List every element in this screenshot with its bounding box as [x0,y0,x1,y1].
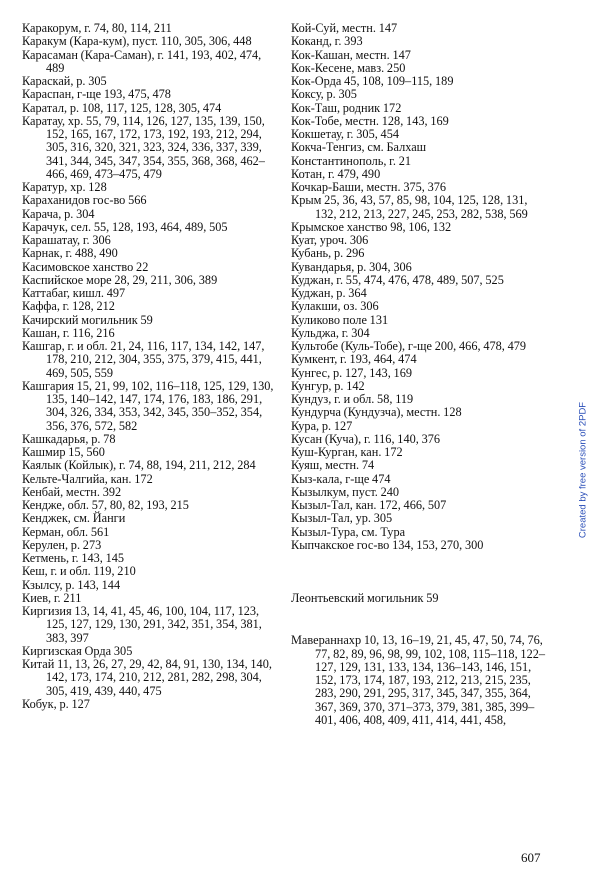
page-number: 607 [521,850,541,865]
index-entry: Куяш, местн. 74 [291,458,375,473]
index-entry: Каттабаг, кишл. 497 [22,286,126,300]
index-entry: Каракорум, г. 74, 80, 114, 211 [22,21,172,35]
index-group-l [291,592,549,605]
index-entry: Кок-Тобе, местн. 128, 143, 169 [291,113,449,128]
index-entry: Керман, обл. 561 [22,524,110,539]
index-entry: Котан, г. 479, 490 [291,166,381,181]
index-entry: Касимовское ханство 22 [22,259,149,274]
index-entry: Киев, г. 211 [22,590,82,605]
index-entry: Кунгур, р. 142 [291,378,365,393]
index-entry: Каракум (Кара-кум), пуст. 110, 305, 306, 448 [22,34,252,49]
index-entry: Куат, уроч. 306 [291,233,369,247]
index-entry: Мавераннахр 10, 13, 16–19, 21, 45, 47, 50, 74, 76, 77, 82, 89, 96, 98, 99, 102, 108, 115–118, 122–127, 129, 131, 133, 134, 136–143, 146, 151, 152, 173, 174, 187, 193, 212, 213, 215, 235, 283, 290, 291, 295, 317, 345, 347, 355, 364, 367, 369, 370, 371–373, 379, 381, 385, 399–401, 406, 408, 409, 411, 414, 441, 458, [291,633,546,727]
index-entry: Кобук, р. 127 [22,696,90,711]
index-entry: Кусан (Куча), г. 116, 140, 376 [291,431,441,446]
index-entry: Куджан, г. 55, 474, 476, 478, 489, 507, 525 [291,272,504,287]
index-group-m [291,634,549,727]
index-entry: Кундурча (Кундузча), местн. 128 [291,405,462,420]
index-entry: Кувандарья, р. 304, 306 [291,259,412,274]
index-entry: Кой-Суй, местн. 147 [291,21,398,35]
watermark-text: Created by free version of 2PDF [577,401,589,539]
index-entry: Кызылкум, пуст. 240 [291,484,400,499]
index-entry: Коканд, г. 393 [291,34,363,49]
index-entry: Кызыл-Тал, ур. 305 [291,511,393,526]
index-entry: Коксу, р. 305 [291,87,357,102]
index-entry: Кашан, г. 116, 216 [22,325,115,340]
index-entry: Керулен, р. 273 [22,537,102,552]
index-entry: Карнак, г. 488, 490 [22,246,118,261]
index-entry: Куджан, р. 364 [291,286,367,300]
letter-gap [291,605,549,634]
index-entry: Кеш, г. и обл. 119, 210 [22,564,136,579]
index-entry: Каратур, хр. 128 [22,180,107,194]
index-entry: Культобе (Куль-Тобе), г-ще 200, 466, 478, 479 [291,339,527,353]
index-entry: Карача, р. 304 [22,206,95,221]
index-entry: Кульджа, г. 304 [291,325,370,340]
index-entry: Кундуз, г. и обл. 58, 119 [291,392,414,406]
index-entry: Киргизия 13, 14, 41, 45, 46, 100, 104, 117, 123, 125, 127, 129, 130, 291, 342, 351, 354, 381, 383, 397 [22,604,262,645]
index-entry: Кок-Кесене, мавз. 250 [291,60,406,75]
index-entry: Кашгар, г. и обл. 21, 24, 116, 117, 134, 142, 147, 178, 210, 212, 304, 355, 375, 379, 415, 441, 469, 505, 559 [22,339,265,380]
index-column-left [22,22,280,711]
index-entry: Кубань, р. 296 [291,246,365,261]
index-entry: Кендже, обл. 57, 80, 82, 193, 215 [22,498,189,512]
index-entry: Кетмень, г. 143, 145 [22,551,125,565]
index-entry: Константинополь, г. 21 [291,153,411,168]
index-entry: Кыз-кала, г-ще 474 [291,471,391,486]
index-entry: Кок-Орда 45, 108, 109–115, 189 [291,74,454,88]
index-entry: Кенбай, местн. 392 [22,484,122,499]
index-entry: Кызыл-Тал, кан. 172, 466, 507 [291,498,447,512]
index-entry: Кокча-Тенгиз, см. Балхаш [291,140,427,155]
index-entry: Леонтьевский могильник 59 [291,591,439,605]
index-entry: Карашатау, г. 306 [22,233,111,247]
index-entry: Кок-Таш, родник 172 [291,100,402,115]
index-entry: Караспан, г-ще 193, 475, 478 [22,87,171,102]
index-entry: Каратал, р. 108, 117, 125, 128, 305, 474 [22,100,222,115]
index-entry: Кок-Кашан, местн. 147 [291,47,411,62]
index-entry: Каффа, г. 128, 212 [22,299,115,314]
index-entry: Кызыл-Тура, см. Тура [291,524,406,539]
index-entry: Каспийское море 28, 29, 211, 306, 389 [22,272,218,287]
index-entry: Кокшетау, г. 305, 454 [291,127,400,141]
index-entry: Карачук, сел. 55, 128, 193, 464, 489, 505 [22,219,228,234]
index-entry: Куш-Курган, кан. 172 [291,445,403,459]
index-entry: Китай 11, 13, 26, 27, 29, 42, 84, 91, 130, 134, 140, 142, 173, 174, 210, 212, 281, 282, 298, 304, 305, 419, 439, 440, 475 [22,657,272,698]
index-entry: Кумкент, г. 193, 464, 474 [291,352,417,367]
index-entry: Кочкар-Баши, местн. 375, 376 [291,180,447,194]
index-entry: Кашгария 15, 21, 99, 102, 116–118, 125, 129, 130, 135, 140–142, 147, 174, 176, 183, 186, 291, 304, 326, 334, 353, 342, 345, 350–352, 354, 356, 376, 572, 582 [22,378,274,433]
index-entry: Кенджек, см. Йанги [22,511,126,526]
index-entry: Качирский могильник 59 [22,312,153,327]
index-entry: Кельте-Чалгийа, кан. 172 [22,471,153,486]
index-entry: Кашмир 15, 560 [22,445,105,459]
index-entry: Караскай, р. 305 [22,74,107,88]
index-entry: Кура, р. 127 [291,418,353,433]
index-entry: Крымское ханство 98, 106, 132 [291,219,452,234]
index-entry: Караханидов гос-во 566 [22,193,147,208]
index-column-right [291,22,549,727]
index-entry: Кулакши, оз. 306 [291,299,379,314]
index-entry: Кзылсу, р. 143, 144 [22,577,121,592]
index-entry: Кашкадарья, р. 78 [22,431,116,446]
index-entry: Крым 25, 36, 43, 57, 85, 98, 104, 125, 128, 131, 132, 212, 213, 227, 245, 253, 282, 538, 569 [291,193,528,221]
letter-gap [291,552,549,592]
index-entry: Кунгес, р. 127, 143, 169 [291,365,412,380]
index-entry: Куликово поле 131 [291,312,389,327]
index-group-k [291,22,549,552]
index-entry: Каратау, хр. 55, 79, 114, 126, 127, 135, 139, 150, 152, 165, 167, 172, 173, 192, 193, 212, 294, 305, 316, 320, 321, 323, 324, 336, 337, 339, 341, 344, 345, 347, 354, 355, 368, 368, 462–466, 469, 473–475, 479 [22,113,265,181]
index-entry: Каялык (Койлык), г. 74, 88, 194, 211, 212, 284 [22,458,256,473]
index-entry: Карасаман (Кара-Саман), г. 141, 193, 402, 474, 489 [22,47,262,75]
index-entry: Киргизская Орда 305 [22,643,133,658]
index-entry: Кыпчакское гос-во 134, 153, 270, 300 [291,537,484,552]
